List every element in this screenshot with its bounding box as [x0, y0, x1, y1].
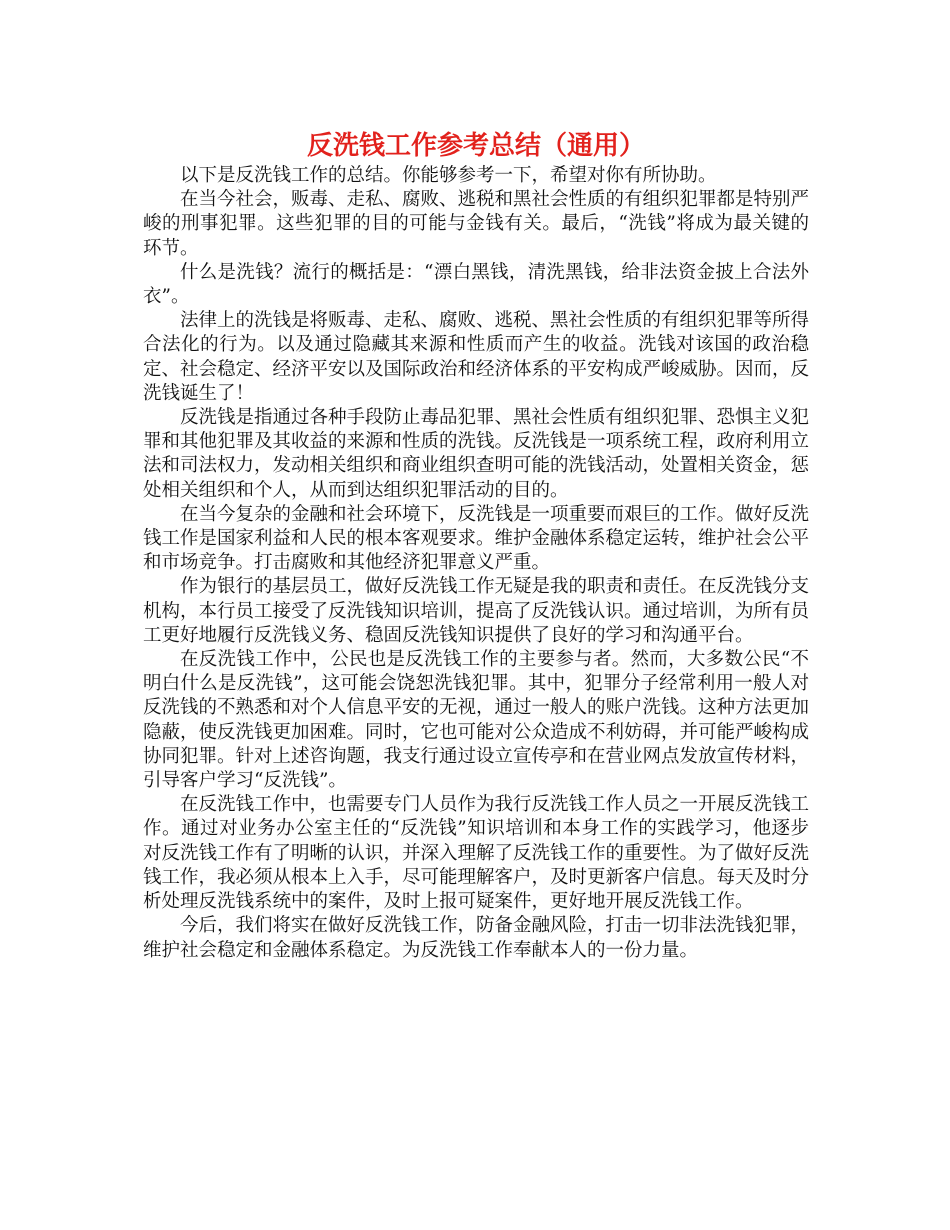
paragraph-legal-definition: 法律上的洗钱是将贩毒、走私、腐败、逃税、黑社会性质的有组织犯罪等所得合法化的行为。以及通过隐藏其来源和性质而产生的收益。洗钱对该国的政治稳定、社会稳定、经济平安以及国际政治和经济体系的平安构成严峻威胁。因而，反洗钱诞生了！ [143, 310, 810, 404]
document-body [143, 164, 809, 963]
document-title: 反洗钱工作参考总结（通用） [306, 131, 645, 161]
document-page [143, 128, 809, 963]
paragraph-anti-laundering: 反洗钱是指通过各种手段防止毒品犯罪、黑社会性质有组织犯罪、恐惧主义犯罪和其他犯罪及其收益的来源和性质的洗钱。反洗钱是一项系统工程，政府利用立法和司法权力，发动相关组织和商业组织查明可能的洗钱活动，处置相关资金，惩处相关组织和个人，从而到达组织犯罪活动的目的。 [143, 407, 810, 501]
paragraph-environment: 在当今复杂的金融和社会环境下，反洗钱是一项重要而艰巨的工作。做好反洗钱工作是国家利益和人民的根本客观要求。维护金融体系稳定运转，维护社会公平和市场竞争。打击腐败和其他经济犯罪意义严重。 [143, 503, 810, 574]
paragraph-intro: 以下是反洗钱工作的总结。你能够参考一下，希望对你有所协助。 [180, 165, 717, 186]
paragraph-conclusion: 今后，我们将实在做好反洗钱工作，防备金融风险，打击一切非法洗钱犯罪，维护社会稳定和金融体系稳定。为反洗钱工作奉献本人的一份力量。 [143, 915, 810, 961]
paragraph-specialists: 在反洗钱工作中，也需要专门人员作为我行反洗钱工作人员之一开展反洗钱工作。通过对业务办公室主任的“反洗钱”知识培训和本身工作的实践学习，他逐步对反洗钱工作有了明晰的认识，并深入理解了反洗钱工作的重要性。为了做好反洗钱工作，我必须从根本上入手，尽可能理解客户，及时更新客户信息。每天及时分析处理反洗钱系统中的案件，及时上报可疑案件，更好地开展反洗钱工作。 [143, 794, 810, 913]
paragraph-bank-staff: 作为银行的基层员工，做好反洗钱工作无疑是我的职责和责任。在反洗钱分支机构，本行员工接受了反洗钱知识培训，提高了反洗钱认识。通过培训，为所有员工更好地履行反洗钱义务、稳固反洗钱知识提供了良好的学习和沟通平台。 [143, 576, 810, 646]
paragraph-definition: 什么是洗钱？流行的概括是：“漂白黑钱，清洗黑钱，给非法资金披上合法外衣”。 [143, 261, 809, 308]
paragraph-citizens: 在反洗钱工作中，公民也是反洗钱工作的主要参与者。然而，大多数公民“不明白什么是反洗钱”，这可能会饶恕洗钱犯罪。其中，犯罪分子经常利用一般人对反洗钱的不熟悉和对个人信息平安的无视，通过一般人的账户洗钱。这种方法更加隐蔽，使反洗钱更加困难。同时，它也可能对公众造成不利妨碍，并可能严峻构成协同犯罪。针对上述咨询题，我支行通过设立宣传亭和在营业网点发放宣传材料，引导客户学习“反洗钱”。 [143, 649, 810, 792]
paragraph-crime-context: 在当今社会，贩毒、走私、腐败、逃税和黑社会性质的有组织犯罪都是特别严峻的刑事犯罪。这些犯罪的目的可能与金钱有关。最后，“洗钱”将成为最关键的环节。 [143, 189, 810, 259]
